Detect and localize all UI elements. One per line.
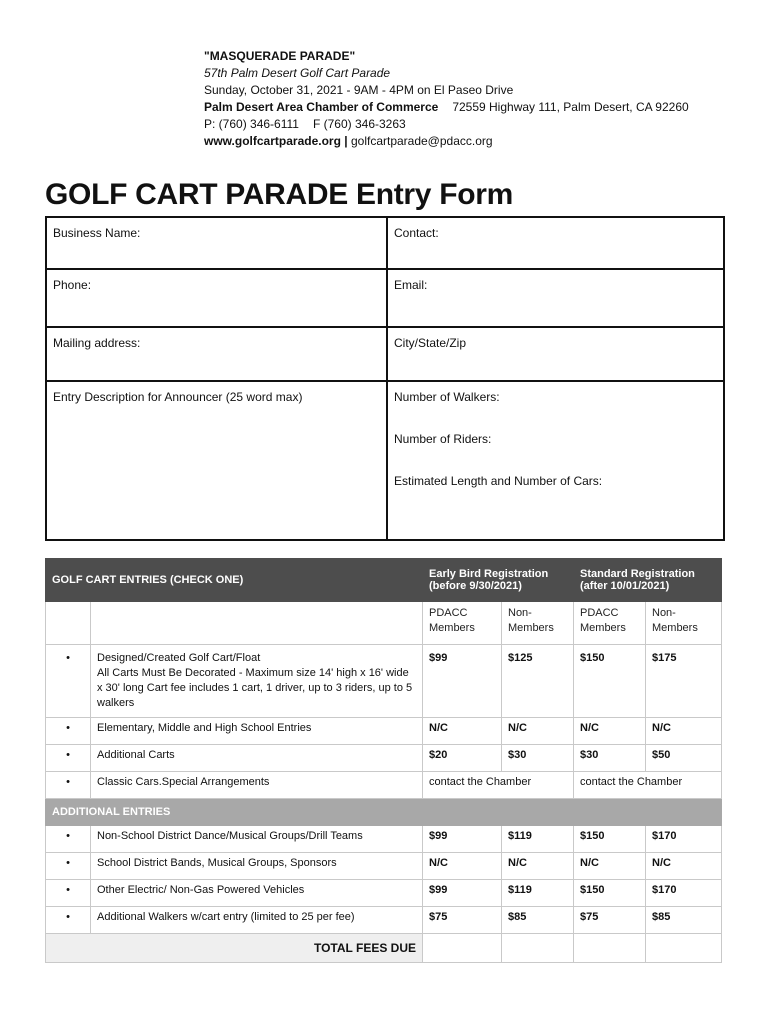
table-row xyxy=(46,880,722,907)
walkers-label: Number of Walkers: xyxy=(394,390,500,404)
entry-title: Designed/Created Golf Cart/Float xyxy=(97,652,261,664)
table-row xyxy=(46,645,722,718)
price-cell: $85 xyxy=(646,907,722,934)
price-cell: N/C xyxy=(423,718,502,745)
phone-label: Phone: xyxy=(53,278,92,292)
length-cars-label: Estimated Length and Number of Cars: xyxy=(394,474,603,488)
org-phone: P: (760) 346-6111 xyxy=(204,117,299,131)
price-cell: $150 xyxy=(574,645,646,718)
entry-description-label: Entry Description for Announcer (25 word max) xyxy=(53,390,303,404)
price-cell: N/C xyxy=(423,853,502,880)
entry-title: Additional Carts xyxy=(91,745,423,772)
phone-field[interactable] xyxy=(46,269,387,327)
org-fax: F (760) 346-3263 xyxy=(312,117,406,131)
table-row xyxy=(46,772,722,799)
entry-title: Additional Walkers w/cart entry (limited to 25 per fee) xyxy=(91,907,423,934)
price-cell: $85 xyxy=(502,907,574,934)
additional-entries-header: ADDITIONAL ENTRIES xyxy=(46,799,722,826)
city-state-zip-field[interactable] xyxy=(387,327,724,381)
contact-info-table xyxy=(45,216,725,541)
price-cell: $170 xyxy=(646,826,722,853)
price-cell: $150 xyxy=(574,826,646,853)
city-state-zip-label: City/State/Zip xyxy=(394,336,467,350)
checkbox-bullet[interactable]: • xyxy=(46,718,91,745)
price-cell: $170 xyxy=(646,880,722,907)
early-bird-header: Early Bird Registration (before 9/30/2021) xyxy=(423,559,574,602)
total-fee-input[interactable] xyxy=(423,934,502,963)
participants-field[interactable] xyxy=(387,381,724,540)
price-cell: $99 xyxy=(423,880,502,907)
checkbox-bullet[interactable]: • xyxy=(46,745,91,772)
price-cell: $50 xyxy=(646,745,722,772)
table-row xyxy=(46,718,722,745)
email-field[interactable] xyxy=(387,269,724,327)
total-fee-input[interactable] xyxy=(574,934,646,963)
email-label: Email: xyxy=(394,278,428,292)
table-row xyxy=(46,745,722,772)
entry-title: Non-School District Dance/Musical Groups/Drill Teams xyxy=(91,826,423,853)
price-cell: $175 xyxy=(646,645,722,718)
price-cell: $119 xyxy=(502,826,574,853)
contact-label: Contact: xyxy=(394,226,439,240)
mailing-address-field[interactable] xyxy=(46,327,387,381)
entry-detail: All Carts Must Be Decorated - Maximum size 14' high x 16' wide x 30' long Cart fee includes 1 cart, 1 driver, up to 3 riders, up to 5 walkers xyxy=(97,667,413,709)
website-link[interactable]: www.golfcartparade.org xyxy=(204,134,341,148)
price-cell: $75 xyxy=(423,907,502,934)
business-name-field[interactable] xyxy=(46,217,387,269)
checkbox-bullet[interactable]: • xyxy=(46,880,91,907)
early-non-member-header: Non-Members xyxy=(502,602,574,645)
separator: | xyxy=(344,134,348,148)
email-link[interactable]: golfcartparade@pdacc.org xyxy=(350,134,493,148)
table-row xyxy=(46,853,722,880)
org-address: 72559 Highway 111, Palm Desert, CA 92260 xyxy=(452,100,689,114)
entry-title: Elementary, Middle and High School Entries xyxy=(91,718,423,745)
standard-pdacc-header: PDACC Members xyxy=(574,602,646,645)
price-cell: $150 xyxy=(574,880,646,907)
form-title: GOLF CART PARADE Entry Form xyxy=(45,178,514,211)
checkbox-bullet[interactable]: • xyxy=(46,853,91,880)
event-date: Sunday, October 31, 2021 - 9AM - 4PM on El Paseo Drive xyxy=(204,83,514,97)
entry-title: Classic Cars.Special Arrangements xyxy=(91,772,423,799)
total-fee-input[interactable] xyxy=(502,934,574,963)
price-cell: $75 xyxy=(574,907,646,934)
contact-note: contact the Chamber xyxy=(574,772,722,799)
event-header xyxy=(204,48,689,150)
price-cell: $99 xyxy=(423,645,502,718)
entry-title: School District Bands, Musical Groups, Sponsors xyxy=(91,853,423,880)
checkbox-bullet[interactable]: • xyxy=(46,907,91,934)
price-cell: $30 xyxy=(502,745,574,772)
event-subtitle: 57th Palm Desert Golf Cart Parade xyxy=(204,66,391,80)
price-cell: $20 xyxy=(423,745,502,772)
checkbox-bullet[interactable]: • xyxy=(46,645,91,718)
checkbox-bullet[interactable]: • xyxy=(46,826,91,853)
table-row xyxy=(46,826,722,853)
mailing-address-label: Mailing address: xyxy=(53,336,141,350)
price-cell: N/C xyxy=(574,718,646,745)
price-cell: $119 xyxy=(502,880,574,907)
price-cell: $99 xyxy=(423,826,502,853)
price-cell: $125 xyxy=(502,645,574,718)
org-name: Palm Desert Area Chamber of Commerce xyxy=(204,100,439,114)
entry-description-field[interactable] xyxy=(46,381,387,540)
standard-header: Standard Registration (after 10/01/2021) xyxy=(574,559,722,602)
business-name-label: Business Name: xyxy=(53,226,141,240)
price-cell: N/C xyxy=(646,853,722,880)
riders-label: Number of Riders: xyxy=(394,432,492,446)
contact-note: contact the Chamber xyxy=(423,772,574,799)
event-name: "MASQUERADE PARADE" xyxy=(204,49,356,63)
total-fees-label: TOTAL FEES DUE xyxy=(46,934,423,963)
price-cell: N/C xyxy=(502,853,574,880)
early-pdacc-header: PDACC Members xyxy=(423,602,502,645)
fees-table xyxy=(45,558,722,963)
contact-field[interactable] xyxy=(387,217,724,269)
entry-title: Other Electric/ Non-Gas Powered Vehicles xyxy=(91,880,423,907)
entries-header: GOLF CART ENTRIES (CHECK ONE) xyxy=(46,559,423,602)
total-fee-input[interactable] xyxy=(646,934,722,963)
checkbox-bullet[interactable]: • xyxy=(46,772,91,799)
price-cell: N/C xyxy=(502,718,574,745)
price-cell: N/C xyxy=(574,853,646,880)
standard-non-member-header: Non-Members xyxy=(646,602,722,645)
price-cell: $30 xyxy=(574,745,646,772)
price-cell: N/C xyxy=(646,718,722,745)
table-row xyxy=(46,907,722,934)
